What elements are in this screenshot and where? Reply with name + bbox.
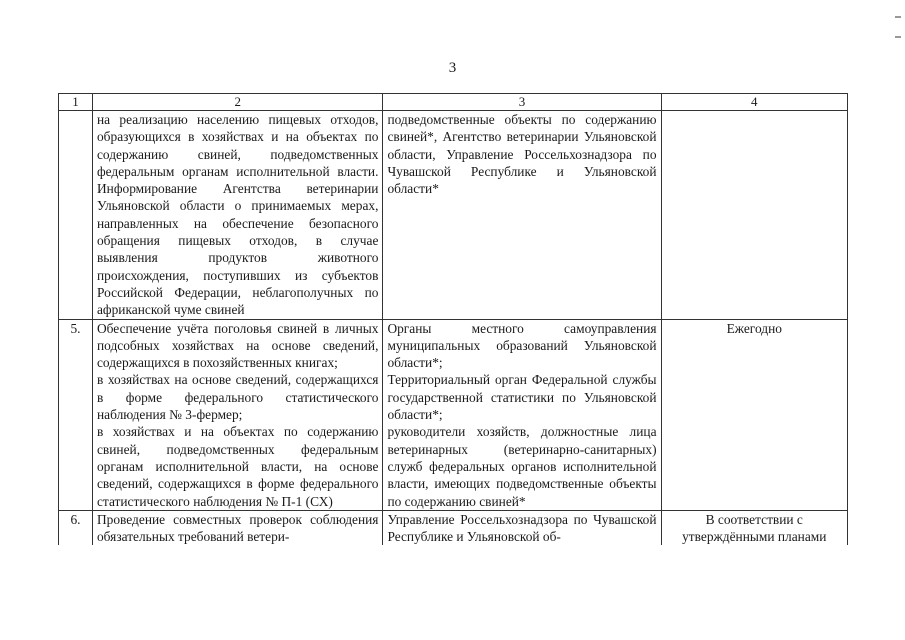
row-number — [59, 111, 93, 320]
table-row — [59, 111, 848, 320]
column-header-1: 1 — [59, 94, 93, 111]
page-number: 3 — [448, 60, 457, 76]
term-cell: Ежегодно — [661, 319, 847, 510]
table-header-row — [59, 94, 848, 111]
column-header-4: 4 — [661, 94, 847, 111]
table-row — [59, 510, 848, 545]
row-number: 5. — [59, 319, 93, 510]
executors-cell: подведомственные объекты по содержанию свиней*, Агентство ветеринарии Ульяновской области, Управление Россельхознадзора по Чувашской Республике и Ульяновской области* — [383, 111, 661, 320]
executors-cell: Управление Россельхознадзора по Чувашской Республике и Ульяновской об- — [383, 510, 661, 545]
column-header-2: 2 — [92, 94, 382, 111]
table-row — [59, 319, 848, 510]
scan-mark — [895, 16, 901, 18]
term-cell: В соответствии с утверждёнными планами — [661, 510, 847, 545]
executors-cell: Органы местного самоуправления муниципальных образований Ульяновской области*; Территориальный орган Федеральной службы государственной статистики по Ульяновской области*; руководители хозяйств, должностные лица ветеринарных (ветеринарно-санитарных) служб федеральных органов исполнительной власти, имеющих подведомственные объекты по содержанию свиней* — [383, 319, 661, 510]
column-header-3: 3 — [383, 94, 661, 111]
measure-cell: на реализацию населению пищевых отходов, образующихся в хозяйствах и на объектах по содержанию свиней, подведомственных федеральным органам исполнительной власти. Информирование Агентства ветеринарии Ульяновской области о принимаемых мерах, направленных на обеспечение безопасного обращения пищевых отходов, в случае выявления продуктов животного происхождения, поступивших из субъектов Российской Федерации, неблагополучных по африканской чуме свиней — [92, 111, 382, 320]
measure-cell: Проведение совместных проверок соблюдения обязательных требований ветери- — [92, 510, 382, 545]
term-cell — [661, 111, 847, 320]
measure-cell: Обеспечение учёта поголовья свиней в личных подсобных хозяйствах на основе сведений, содержащихся в похозяйственных книгах; в хозяйствах на основе сведений, содержащихся в форме федерального статистического наблюдения № 3-фермер; в хозяйствах и на объектах по содержанию свиней, подведомственных федеральным органам исполнительной власти, на основе сведений, содержащихся в форме федерального статистического наблюдения № П-1 (СХ) — [92, 319, 382, 510]
row-number: 6. — [59, 510, 93, 545]
scan-mark — [895, 36, 901, 38]
measures-table — [58, 93, 848, 545]
